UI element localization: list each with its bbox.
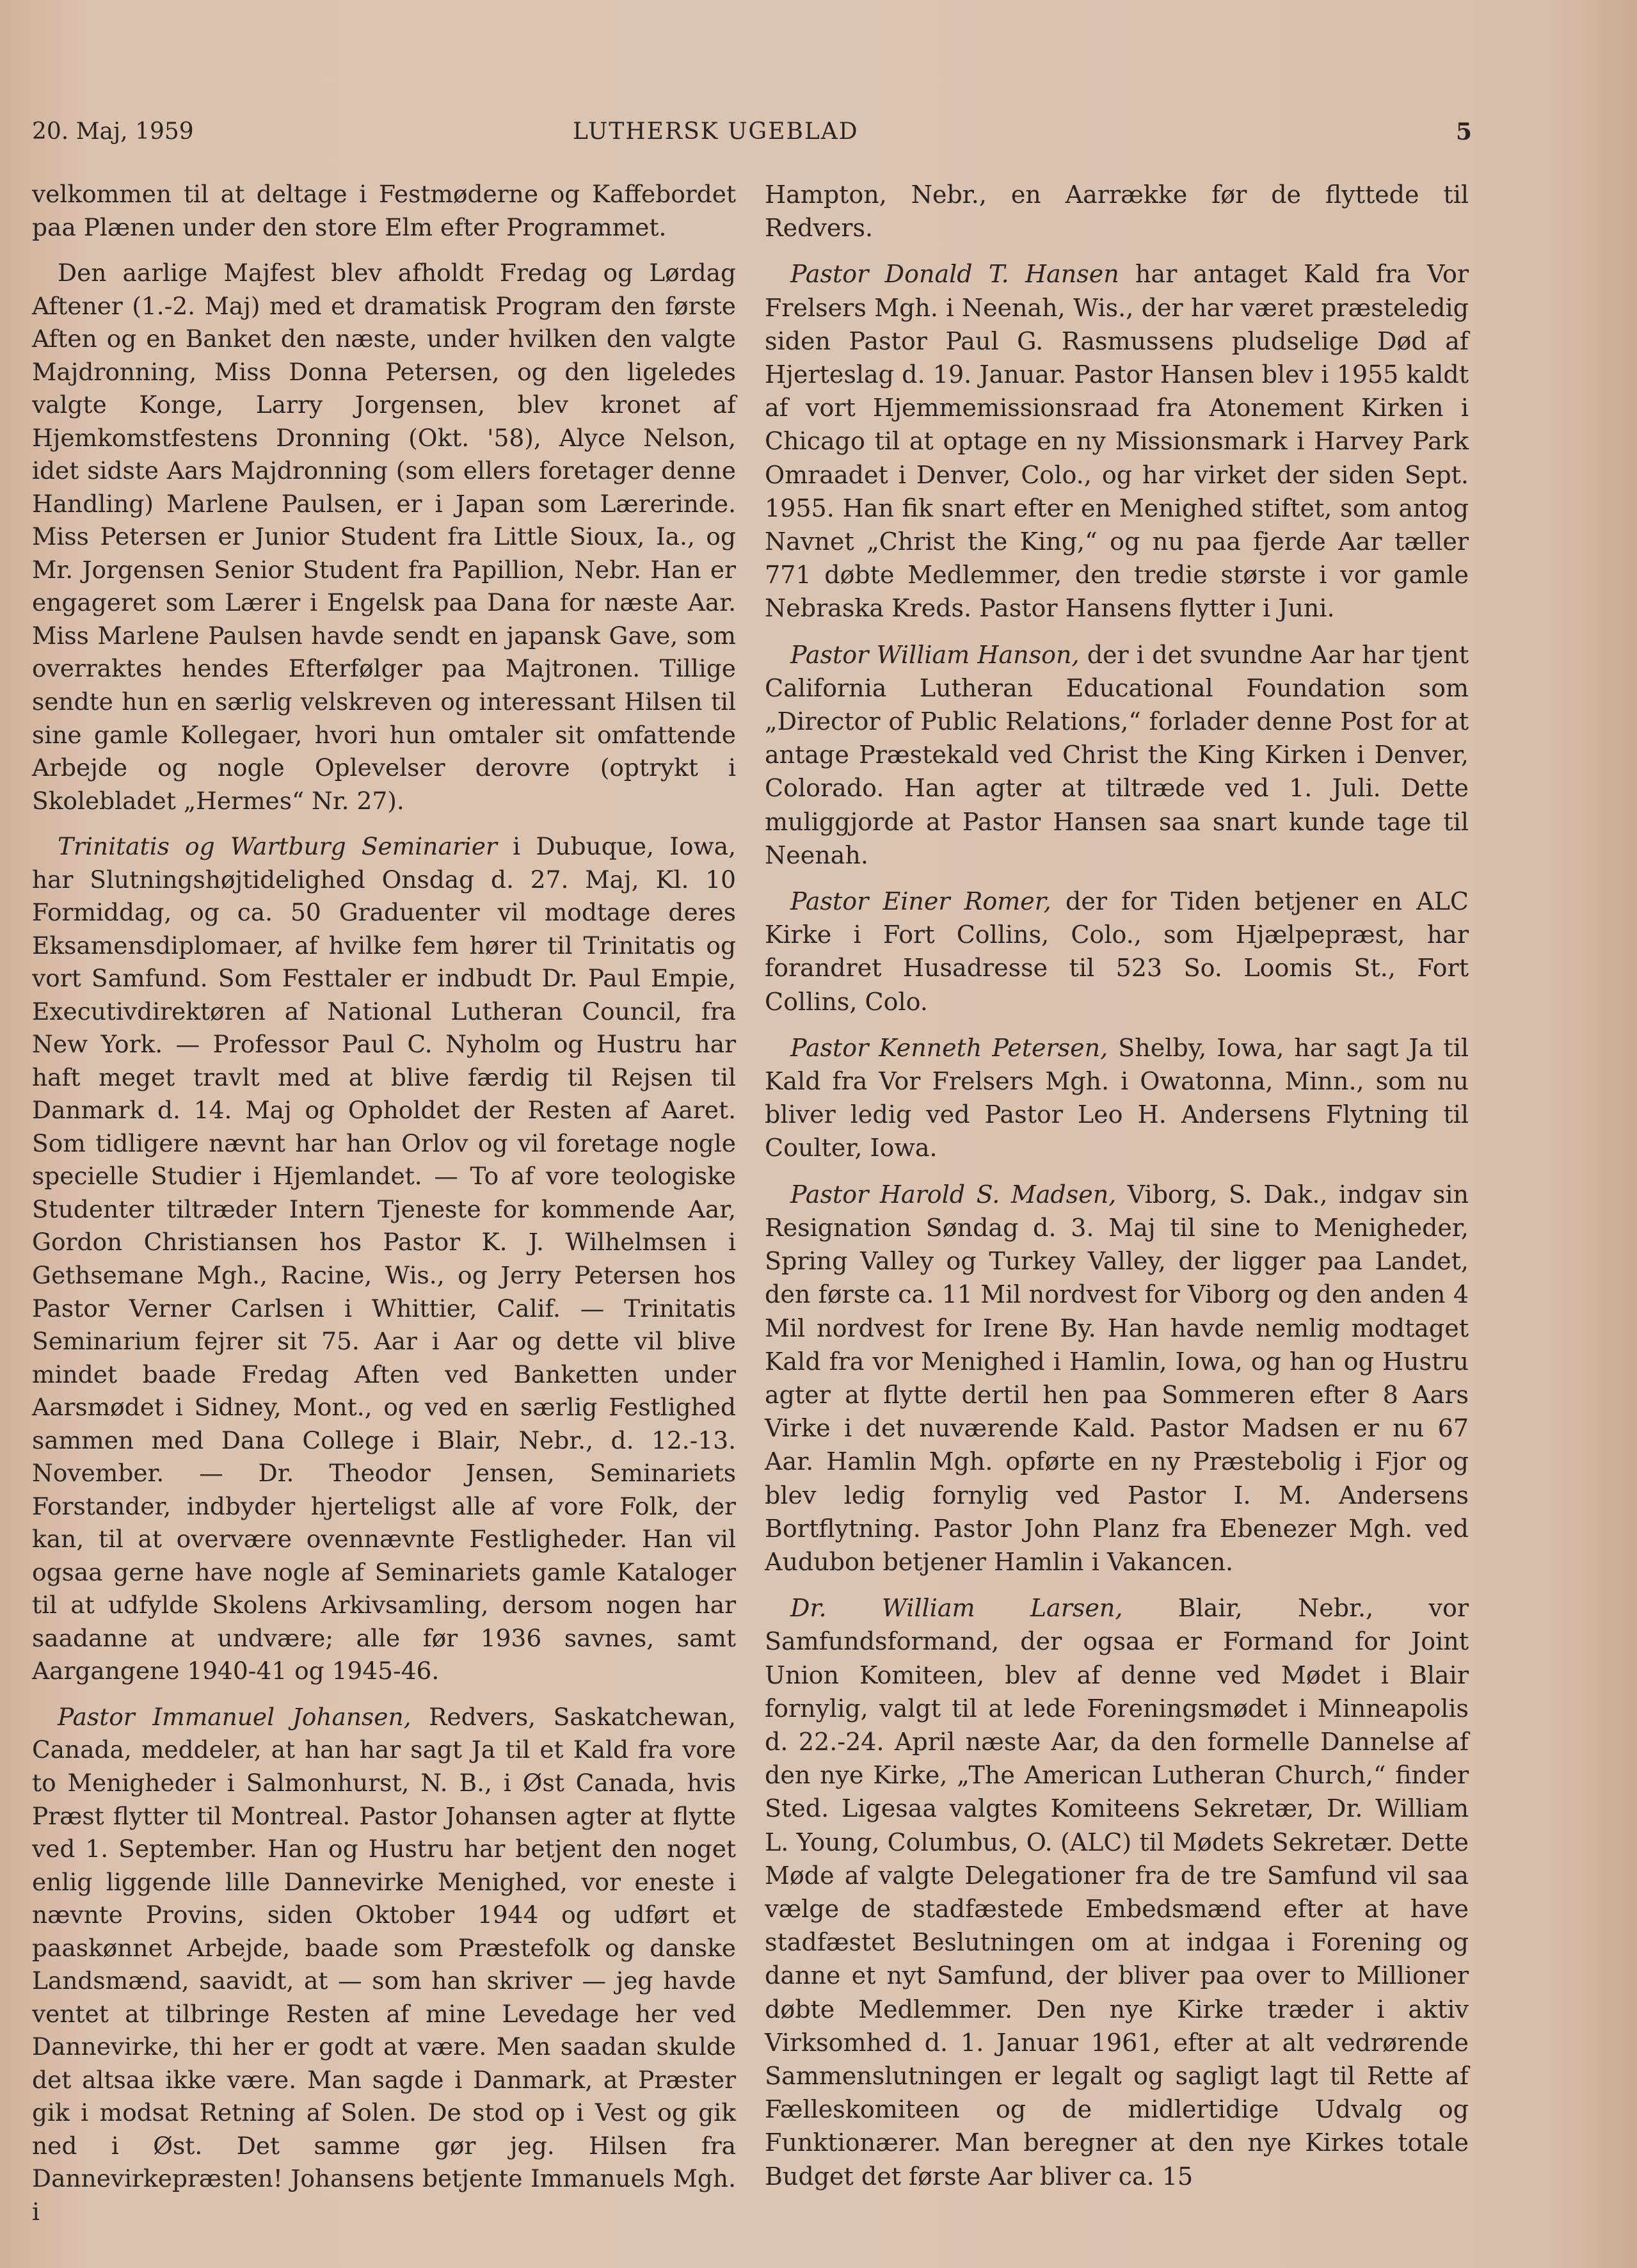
publication-title: LUTHERSK UGEBLAD bbox=[573, 118, 859, 145]
article-paragraph: Pastor Harold S. Madsen, Viborg, S. Dak., indgav sin Resignation Søndag d. 3. Maj til sine to Menigheder, Spring Valley og Turkey Valley, der ligger paa Landet, den første ca. 11 Mil nordvest for Viborg og den anden 4 Mil nordvest for Irene By. Han havde nemlig modtaget Kald fra vor Menighed i Hamlin, Iowa, og han og Hustru agter at flytte dertil hen paa Sommeren efter 8 Aars Virke i det nuværende Kald. Pastor Madsen er nu 67 Aar. Hamlin Mgh. opførte en ny Præstebolig i Fjor og blev ledig fornylig ved Pastor I. M. Andersens Bortflytning. Pastor John Planz fra Ebenezer Mgh. ved Audubon betjener Hamlin i Vakancen. bbox=[765, 1180, 1469, 1576]
article-paragraph: Dr. William Larsen, Blair, Nebr., vor Samfundsformand, der ogsaa er Formand for Joint Union Komiteen, blev af denne ved Mødet i Blair fornylig, valgt til at lede Foreningsmødet i Minneapolis d. 22.-24. April næste Aar, da den formelle Dannelse af den nye Kirke, „The American Lutheran Church,“ finder Sted. Ligesaa valgtes Komiteens Sekretær, Dr. William L. Young, Columbus, O. (ALC) til Mødets Sekretær. Dette Møde af valgte Delegationer fra de tre Samfund vil saa vælge de stadfæstede Embedsmænd efter at have stadfæstet Beslutningen om at indgaa i Forening og danne et nyt Samfund, der bliver paa over to Millioner døbte Medlemmer. Den nye Kirke træder i aktiv Virksomhed d. 1. Januar 1961, efter at alt vedrørende Sammenslutningen er legalt og sagligt lagt til Rette af Fælleskomiteen og de midlertidige Udvalg og Funktionærer. Man beregner at den nye Kirkes totale Budget det første Aar bliver ca. 15 bbox=[765, 1594, 1469, 2191]
article-paragraph: Pastor Einer Romer, der for Tiden betjener en ALC Kirke i Fort Collins, Colo., som Hjælpepræst, har forandret Husadresse til 523 So. Loomis St., Fort Collins, Colo. bbox=[765, 887, 1469, 1016]
article-paragraph: Hampton, Nebr., en Aarrække før de flyttede til Redvers. bbox=[765, 181, 1469, 243]
article-paragraph: Pastor Kenneth Petersen, Shelby, Iowa, har sagt Ja til Kald fra Vor Frelsers Mgh. i Owatonna, Minn., som nu bliver ledig ved Pastor Leo H. Andersens Flytning til Coulter, Iowa. bbox=[765, 1033, 1469, 1162]
page-number: 5 bbox=[1455, 118, 1472, 145]
article-paragraph: Pastor William Hanson, der i det svundne Aar har tjent California Lutheran Educational Foundation som „Director of Public Relations,“ forlader denne Post for at antage Præstekald ved Christ the King Kirken i Denver, Colorado. Han agter at tiltræde ved 1. Juli. Dette muliggjorde at Pastor Hansen saa snart kunde tage til Neenah. bbox=[765, 640, 1469, 869]
right-column bbox=[765, 178, 1469, 2193]
article-paragraph: velkommen til at deltage i Festmøderne og Kaffebordet paa Plænen under den store Elm efter Programmet. bbox=[32, 180, 736, 241]
article-paragraph: Pastor Donald T. Hansen har antaget Kald fra Vor Frelsers Mgh. i Neenah, Wis., der har været præsteledig siden Pastor Paul G. Rasmussens pludselige Død af Hjerteslag d. 19. Januar. Pastor Hansen blev i 1955 kaldt af vort Hjemmemissionsraad fra Atonement Kirken i Chicago til at optage en ny Missionsmark i Harvey Park Omraadet i Denver, Colo., og har virket der siden Sept. 1955. Han fik snart efter en Menighed stiftet, som antog Navnet „Christ the King,“ og nu paa fjerde Aar tæller 771 døbte Medlemmer, den tredie største i vor gamle Nebraska Kreds. Pastor Hansens flytter i Juni. bbox=[765, 260, 1469, 623]
article-paragraph: Pastor Immanuel Johansen, Redvers, Saskatchewan, Canada, meddeler, at han har sagt Ja til et Kald fra vore to Menigheder i Salmonhurst, N. B., i Øst Canada, hvis Præst flytter til Montreal. Pastor Johansen agter at flytte ved 1. September. Han og Hustru har betjent den noget enlig liggende lille Dannevirke Menighed, vor eneste i nævnte Provins, siden Oktober 1944 og udført et paaskønnet Arbejde, baade som Præstefolk og danske Landsmænd, saavidt, at — som han skriver — jeg havde ventet at tilbringe Resten af mine Levedage her ved Dannevirke, thi her er godt at være. Men saadan skulde det altsaa ikke være. Man sagde i Danmark, at Præster gik i modsat Retning af Solen. De stod op i Vest og gik ned i Øst. Det samme gør jeg. Hilsen fra Dannevirkepræsten! Johansens betjente Immanuels Mgh. i bbox=[32, 1702, 736, 2226]
page-header bbox=[32, 113, 1472, 151]
article-paragraph: Trinitatis og Wartburg Seminarier i Dubuque, Iowa, har Slutningshøjtidelighed Onsdag d. 27. Maj, Kl. 10 Formiddag, og ca. 50 Graduenter vil modtage deres Eksamensdiplomaer, af hvilke fem hører til Trinitatis og vort Samfund. Som Festtaler er indbudt Dr. Paul Empie, Executivdirektøren af National Lutheran Council, fra New York. — Professor Paul C. Nyholm og Hustru har haft meget travlt med at blive færdig til Rejsen til Danmark d. 14. Maj og Opholdet der Resten af Aaret. Som tidligere nævnt har han Orlov og vil foretage nogle specielle Studier i Hjemlandet. — To af vore teologiske Studenter tiltræder Intern Tjeneste for kommende Aar, Gordon Christiansen hos Pastor K. J. Wilhelmsen i Gethsemane Mgh., Racine, Wis., og Jerry Petersen hos Pastor Verner Carlsen i Whittier, Calif. — Trinitatis Seminarium fejrer sit 75. Aar i Aar og dette vil blive mindet baade Fredag Aften ved Banketten under Aarsmødet i Sidney, Mont., og ved en særlig Festlighed sammen med Dana College i Blair, Nebr., d. 12.-13. November. — Dr. Theodor Jensen, Seminariets Forstander, indbyder hjerteligst alle af vore Folk, der kan, til at overvære ovennævnte Festligheder. Han vil ogsaa gerne have nogle af Seminariets gamle Kataloger til at udfylde Skolens Arkivsamling, dersom nogen har saadanne at undvære; alle før 1936 savnes, samt Aargangene 1940-41 og 1945-46. bbox=[32, 832, 736, 1685]
article-paragraph: Den aarlige Majfest blev afholdt Fredag og Lørdag Aftener (1.-2. Maj) med et dramatisk Program den første Aften og en Banket den næste, under hvilken den valgte Majdronning, Miss Donna Petersen, og den ligeledes valgte Konge, Larry Jorgensen, blev kronet af Hjemkomstfestens Dronning (Okt. '58), Alyce Nelson, idet sidste Aars Majdronning (som ellers foretager denne Handling) Marlene Paulsen, er i Japan som Lærerinde. Miss Petersen er Junior Student fra Little Sioux, Ia., og Mr. Jorgensen Senior Student fra Papillion, Nebr. Han er engageret som Lærer i Engelsk paa Dana for næste Aar. Miss Marlene Paulsen havde sendt en japansk Gave, som overraktes hendes Efterfølger paa Majtronen. Tillige sendte hun en særlig velskreven og interessant Hilsen til sine gamle Kollegaer, hvori hun omtaler sit omfattende Arbejde og nogle Oplevelser derovre (optrykt i Skolebladet „Hermes“ Nr. 27). bbox=[32, 259, 736, 815]
left-column bbox=[32, 178, 736, 2228]
issue-date: 20. Maj, 1959 bbox=[32, 118, 194, 145]
